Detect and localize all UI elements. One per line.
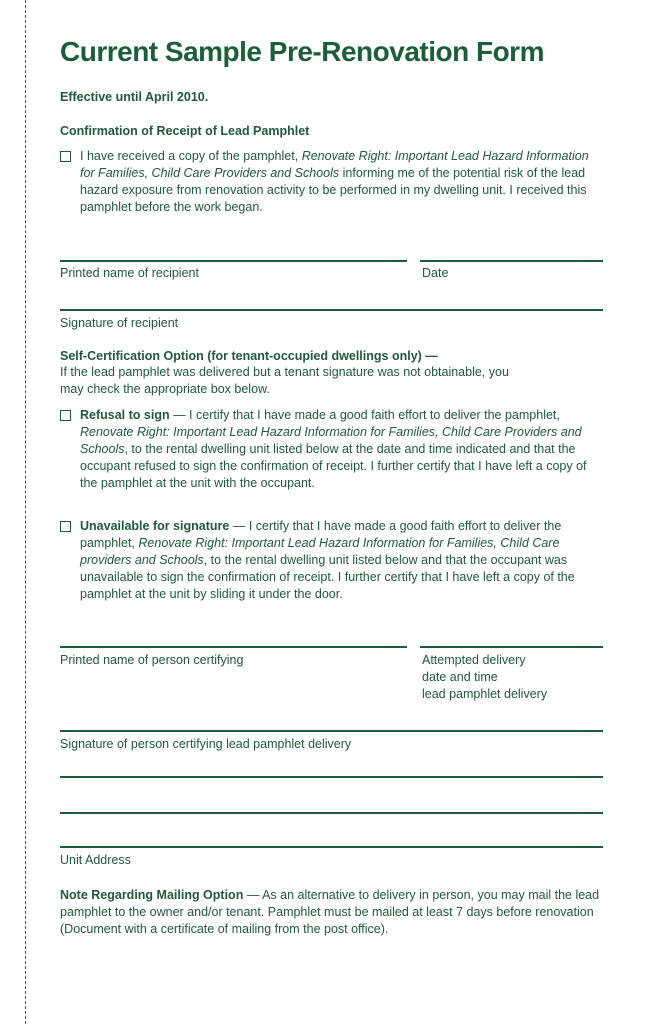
recipient-signature-line[interactable]	[60, 309, 603, 311]
confirmation-text-b: informing me of the potential risk of the lead hazard exposure from renovation activity to be performed in my dwelling unit. I received this pamphlet before the work began.	[80, 166, 587, 214]
recipient-signature-label: Signature of recipient	[60, 316, 179, 330]
refusal-label: Refusal to sign	[80, 408, 170, 422]
self-cert-heading: Self-Certification Option (for tenant-occupied dwellings only) —	[60, 349, 438, 363]
attempted-delivery-line-2: date and time	[422, 670, 498, 684]
mailing-text: — As an alternative to delivery in person, you may mail the lead pamphlet to the owner and/or tenant. Pamphlet must be mailed at least 7 days before renovation (Document with a certificate of mailing from the post office).	[60, 888, 600, 936]
unit-address-label: Unit Address	[60, 853, 131, 867]
self-cert-intro: If the lead pamphlet was delivered but a tenant signature was not obtainable, you may check the appropriate box below.	[60, 365, 509, 396]
perforation-line	[25, 0, 26, 1024]
pamphlet-title: Renovate Right: Important Lead Hazard Information for Families, Child Care Providers and Schools	[80, 149, 589, 180]
recipient-date-line[interactable]	[420, 260, 603, 262]
unavailable-label: Unavailable for signature	[80, 519, 230, 533]
address-line-3[interactable]	[60, 846, 603, 848]
confirmation-text-a: I have received a copy of the pamphlet,	[80, 149, 299, 163]
certifier-signature-label: Signature of person certifying lead pamphlet delivery	[60, 737, 352, 751]
attempted-delivery-line-3: lead pamphlet delivery	[422, 687, 548, 701]
recipient-name-line[interactable]	[60, 260, 407, 262]
certifier-name-line[interactable]	[60, 646, 407, 648]
confirmation-heading: Confirmation of Receipt of Lead Pamphlet	[60, 124, 310, 138]
attempted-delivery-line-1: Attempted delivery	[422, 653, 526, 667]
effective-date: Effective until April 2010.	[60, 90, 209, 104]
attempted-delivery-line[interactable]	[420, 646, 603, 648]
mailing-label: Note Regarding Mailing Option	[60, 888, 244, 902]
attempted-delivery-label	[422, 652, 547, 703]
unavailable-text-a: — I certify that I have made a good faith effort to deliver the pamphlet,	[80, 519, 562, 550]
confirmation-checkbox[interactable]	[60, 151, 71, 162]
page-title: Current Sample Pre-Renovation Form	[60, 36, 544, 67]
unavailable-text-b: , to the rental dwelling unit listed below and that the occupant was unavailable to sign the confirmation of receipt. I further certify that I have left a copy of the pamphlet at the unit by sliding it under the door.	[80, 553, 575, 601]
refusal-checkbox[interactable]	[60, 410, 71, 421]
address-line-1[interactable]	[60, 776, 603, 778]
certifier-signature-line[interactable]	[60, 730, 603, 732]
recipient-name-label: Printed name of recipient	[60, 266, 199, 280]
refusal-text-a: — I certify that I have made a good faith effort to deliver the pamphlet,	[173, 408, 560, 422]
refusal-text-b: , to the rental dwelling unit listed below at the date and time indicated and that the occupant refused to sign the confirmation of receipt. I further certify that I have left a copy of the pamphlet at the unit with the occupant.	[80, 442, 587, 490]
recipient-date-label: Date	[422, 266, 449, 280]
address-line-2[interactable]	[60, 812, 603, 814]
unavailable-option	[60, 518, 605, 603]
refusal-pamphlet-title: Renovate Right: Important Lead Hazard Information for Families, Child Care Providers and Schools	[80, 425, 582, 456]
confirmation-statement	[60, 148, 605, 216]
refusal-option	[60, 407, 605, 492]
unavailable-checkbox[interactable]	[60, 521, 71, 532]
mailing-note	[60, 887, 605, 938]
unavailable-pamphlet-title: Renovate Right: Important Lead Hazard Information for Families, Child Care providers and Schools	[80, 536, 560, 567]
certifier-name-label: Printed name of person certifying	[60, 653, 244, 667]
